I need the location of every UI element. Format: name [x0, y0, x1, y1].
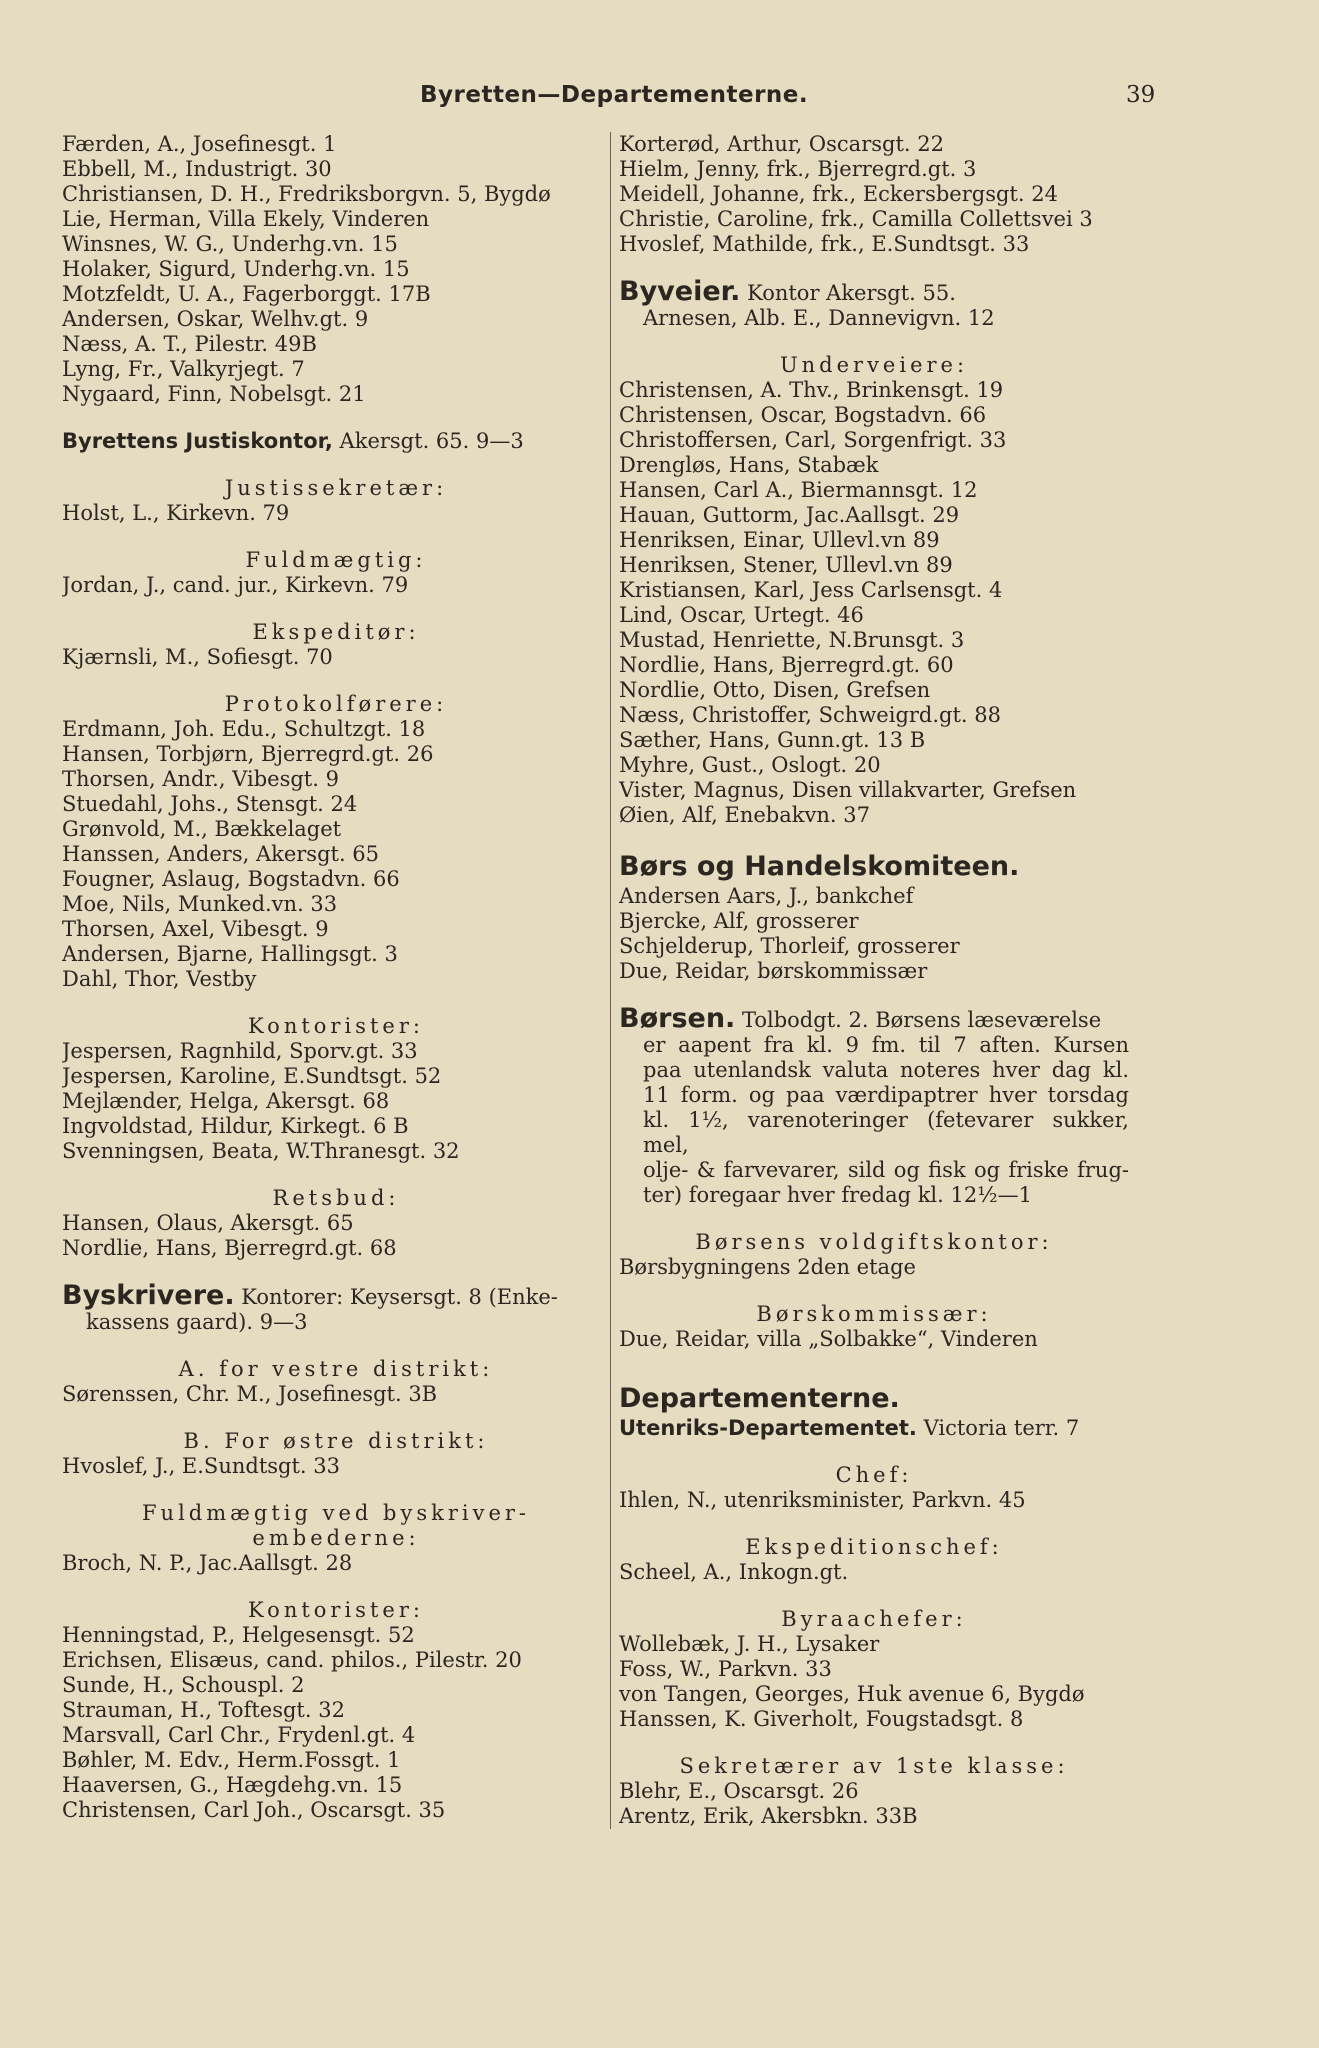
list-item: Sørenssen, Chr. M., Josefinesgt. 3B	[62, 1382, 438, 1406]
byraachefer-label: Byraachefer:	[781, 1607, 967, 1631]
list-item: Mustad, Henriette, N.Brunsgt. 3	[619, 628, 965, 652]
list-item: Ingvoldstad, Hildur, Kirkegt. 6 B	[62, 1114, 409, 1138]
list-item: Christoffersen, Carl, Sorgenfrigt. 33	[619, 428, 1007, 452]
list-item: Færden, A., Josefinesgt. 1	[62, 132, 337, 156]
list-item: Hansen, Torbjørn, Bjerregrd.gt. 26	[62, 742, 434, 766]
list-item: Schjelderup, Thorleif, grosserer	[619, 934, 960, 958]
list-item: er aapent fra kl. 9 fm. til 7 aften. Kursen	[643, 1033, 1129, 1057]
borskommissaer-list	[619, 1327, 1129, 1352]
list-item: ter) foregaar hver fredag kl. 12½—1	[643, 1183, 1032, 1207]
list-item: Hielm, Jenny, frk., Bjerregrd.gt. 3	[619, 157, 977, 181]
byveier-title: Byveier.	[619, 276, 741, 307]
list-item: Lyng, Fr., Valkyrjegt. 7	[62, 357, 305, 381]
list-item: Bøhler, M. Edv., Herm.Fossgt. 1	[62, 1748, 401, 1772]
list-item: Hauan, Guttorm, Jac.Aallsgt. 29	[619, 503, 960, 527]
utenriks-heading	[619, 1416, 1129, 1441]
list-item: Ebbell, M., Industrigt. 30	[62, 157, 332, 181]
list-item: Hansen, Olaus, Akersgt. 65	[62, 1211, 354, 1235]
list-item: Nordlie, Otto, Disen, Grefsen	[619, 678, 931, 702]
byskrivere-heading	[62, 1280, 610, 1311]
retsbud-label: Retsbud:	[272, 1186, 400, 1210]
fuldm-byskriver-label-cont: embederne:	[252, 1526, 420, 1550]
right-column	[610, 132, 1129, 1829]
ekspeditor-label: Ekspeditør:	[252, 620, 420, 644]
continuation-list	[619, 132, 1129, 257]
byraachefer-list	[619, 1632, 1129, 1732]
ekspeditionschef-label: Ekspeditionschef:	[745, 1535, 1003, 1559]
list-item: Korterød, Arthur, Oscarsgt. 22	[619, 132, 944, 156]
list-item: Stuedahl, Johs., Stensgt. 24	[62, 792, 358, 816]
list-item: Nordlie, Hans, Bjerregrd.gt. 60	[619, 653, 954, 677]
voldgift-label: Børsens voldgiftskontor:	[695, 1230, 1053, 1254]
kontorister-label: Kontorister:	[248, 1014, 424, 1038]
running-title: Byretten—Departementerne.	[420, 82, 809, 108]
borsen-heading	[619, 1003, 1129, 1034]
list-item: Andersen Aars, J., bankchef	[619, 884, 914, 908]
departementerne-heading: Departementerne.	[619, 1383, 900, 1414]
list-item: Drengløs, Hans, Stabæk	[619, 453, 879, 477]
list-item: Myhre, Gust., Oslogt. 20	[619, 753, 881, 777]
list-item: Christiansen, D. H., Fredriksborgvn. 5, Bygdø	[62, 182, 551, 206]
borsen-title: Børsen.	[619, 1003, 736, 1034]
fuldm-byskriver-list	[62, 1551, 610, 1576]
underveiere-label: Underveiere:	[779, 353, 969, 377]
byveier-address: Kontor Akersgt. 55.	[740, 281, 956, 305]
running-head	[0, 82, 1319, 116]
list-item: Christensen, Oscar, Bogstadvn. 66	[619, 403, 987, 427]
list-item: Sunde, H., Schouspl. 2	[62, 1673, 305, 1697]
list-item: Erdmann, Joh. Edu., Schultzgt. 18	[62, 717, 426, 741]
list-item: Dahl, Thor, Vestby	[62, 967, 257, 991]
kontorister2-label: Kontorister:	[248, 1598, 424, 1622]
ekspeditor-list	[62, 645, 610, 670]
list-item: Holaker, Sigurd, Underhg.vn. 15	[62, 257, 410, 281]
byveier-entry: Arnesen, Alb. E., Dannevigvn. 12	[643, 306, 995, 330]
list-item: Næss, Christoffer, Schweigrd.gt. 88	[619, 703, 1001, 727]
chef-label: Chef:	[835, 1463, 913, 1487]
justiskontor-heading	[62, 429, 610, 454]
list-item: Næss, A. T., Pilestr. 49B	[62, 332, 317, 356]
list-item: Hanssen, Anders, Akersgt. 65	[62, 842, 380, 866]
byskrivere-title: Byskrivere.	[62, 1280, 235, 1311]
list-item: Scheel, A., Inkogn.gt.	[619, 1560, 849, 1584]
list-item: kl. 1½, varenoteringer (fetevarer sukker, mel,	[643, 1108, 1129, 1157]
list-item: Broch, N. P., Jac.Aallsgt. 28	[62, 1551, 353, 1575]
byskrivere-address: Kontorer: Keysersgt. 8 (Enke-	[234, 1285, 558, 1309]
list-item: Henningstad, P., Helgesensgt. 52	[62, 1623, 415, 1647]
list-item: Kristiansen, Karl, Jess Carlsensgt. 4	[619, 578, 1003, 602]
list-item: Thorsen, Axel, Vibesgt. 9	[62, 917, 329, 941]
kontorister-list	[62, 1039, 610, 1164]
fuldmaegtig-label: Fuldmægtig:	[245, 548, 427, 572]
list-item: Vister, Magnus, Disen villakvarter, Grefsen	[619, 778, 1077, 802]
borsen-first-line: Tolbodgt. 2. Børsens læseværelse	[735, 1008, 1102, 1032]
list-item: Hansen, Carl A., Biermannsgt. 12	[619, 478, 978, 502]
list-item: Nygaard, Finn, Nobelsgt. 21	[62, 382, 366, 406]
list-item: Kjærnsli, M., Sofiesgt. 70	[62, 645, 333, 669]
list-item: Børsbygningens 2den etage	[619, 1255, 916, 1279]
list-item: Sæther, Hans, Gunn.gt. 13 B	[619, 728, 926, 752]
bors-heading: Børs og Handelskomiteen.	[619, 851, 1020, 882]
list-item: Blehr, E., Oscarsgt. 26	[619, 1779, 859, 1803]
list-item: Øien, Alf, Enebakvn. 37	[619, 803, 870, 827]
utenriks-address: Victoria terr. 7	[916, 1416, 1080, 1440]
list-item: Due, Reidar, villa „Solbakke“, Vinderen	[619, 1327, 1038, 1351]
list-item: Foss, W., Parkvn. 33	[619, 1657, 832, 1681]
list-item: Haaversen, G., Hægdehg.vn. 15	[62, 1773, 403, 1797]
list-item: Andersen, Bjarne, Hallingsgt. 3	[62, 942, 398, 966]
kontorister2-list	[62, 1623, 610, 1823]
list-item: von Tangen, Georges, Huk avenue 6, Bygdø	[619, 1682, 1085, 1706]
sekretaerer-label: Sekretærer av 1ste klasse:	[679, 1754, 1069, 1778]
justiskontor-title: Byrettens Justiskontor,	[62, 429, 333, 453]
borskommissaer-label: Børskommissær:	[756, 1302, 992, 1326]
list-item: Wollebæk, J. H., Lysaker	[619, 1632, 880, 1656]
list-item: Ihlen, N., utenriksminister, Parkvn. 45	[619, 1488, 1026, 1512]
list-item: Bjercke, Alf, grosserer	[619, 909, 859, 933]
page-number: 39	[1126, 82, 1156, 108]
list-item: Christensen, Carl Joh., Oscarsgt. 35	[62, 1798, 446, 1822]
fuldm-byskriver-label: Fuldmægtig ved byskriver-	[141, 1501, 531, 1525]
list-item: Due, Reidar, børskommissær	[619, 959, 928, 983]
retsbud-list	[62, 1211, 610, 1261]
list-item: Lind, Oscar, Urtegt. 46	[619, 603, 864, 627]
list-item: Hvoslef, J., E.Sundtsgt. 33	[62, 1454, 340, 1478]
ostre-list	[62, 1454, 610, 1479]
list-item: Grønvold, M., Bækkelaget	[62, 817, 342, 841]
list-item: Erichsen, Elisæus, cand. philos., Pilestr. 20	[62, 1648, 522, 1672]
list-item: Arentz, Erik, Akersbkn. 33B	[619, 1804, 918, 1828]
fuldmaegtig-list	[62, 573, 610, 598]
protokolforere-label: Protokolførere:	[224, 692, 448, 716]
list-item: Nordlie, Hans, Bjerregrd.gt. 68	[62, 1236, 397, 1260]
byveier-heading	[619, 276, 1129, 307]
list-item: Strauman, H., Toftesgt. 32	[62, 1698, 345, 1722]
left-column	[62, 132, 610, 1823]
justissekretaer-list	[62, 501, 610, 526]
list-item: Andersen, Oskar, Welhv.gt. 9	[62, 307, 369, 331]
list-item: Hanssen, K. Giverholt, Fougstadsgt. 8	[619, 1707, 1024, 1731]
borsen-paragraph	[619, 1033, 1129, 1208]
byskrivere-address-cont: kassens gaard). 9—3	[86, 1310, 308, 1334]
justiskontor-address: Akersgt. 65. 9—3	[332, 429, 524, 453]
list-item: Christensen, A. Thv., Brinkensgt. 19	[619, 378, 1004, 402]
list-item: Henriksen, Einar, Ullevl.vn 89	[619, 528, 940, 552]
list-item: olje- & farvevarer, sild og fisk og friske frug-	[643, 1158, 1129, 1182]
list-item: Meidell, Johanne, frk., Eckersbergsgt. 24	[619, 182, 1058, 206]
list-item: Henriksen, Stener, Ullevl.vn 89	[619, 553, 953, 577]
ostre-label: B. For østre distrikt:	[183, 1429, 489, 1453]
vestre-label: A. for vestre distrikt:	[178, 1357, 494, 1381]
byretten-list	[62, 132, 610, 407]
list-item: Moe, Nils, Munked.vn. 33	[62, 892, 338, 916]
list-item: Jordan, J., cand. jur., Kirkevn. 79	[62, 573, 409, 597]
list-item: Fougner, Aslaug, Bogstadvn. 66	[62, 867, 400, 891]
list-item: Jespersen, Karoline, E.Sundtsgt. 52	[62, 1064, 442, 1088]
utenriks-title: Utenriks-Departementet.	[619, 1416, 917, 1440]
list-item: Christie, Caroline, frk., Camilla Collettsvei 3	[619, 207, 1093, 231]
justissekretaer-label: Justissekretær:	[224, 476, 448, 500]
sekretaerer-list	[619, 1779, 1129, 1829]
ekspeditionschef-list	[619, 1560, 1129, 1585]
list-item: Marsvall, Carl Chr., Frydenl.gt. 4	[62, 1723, 416, 1747]
list-item: Mejlænder, Helga, Akersgt. 68	[62, 1089, 390, 1113]
list-item: Svenningsen, Beata, W.Thranesgt. 32	[62, 1139, 460, 1163]
list-item: Holst, L., Kirkevn. 79	[62, 501, 290, 525]
bors-list	[619, 884, 1129, 984]
list-item: Lie, Herman, Villa Ekely, Vinderen	[62, 207, 430, 231]
protokolforere-list	[62, 717, 610, 992]
list-item: Thorsen, Andr., Vibesgt. 9	[62, 767, 339, 791]
voldgift-list	[619, 1255, 1129, 1280]
list-item: paa utenlandsk valuta noteres hver dag kl.	[643, 1058, 1129, 1082]
chef-list	[619, 1488, 1129, 1513]
list-item: Winsnes, W. G., Underhg.vn. 15	[62, 232, 398, 256]
vestre-list	[62, 1382, 610, 1407]
list-item: Jespersen, Ragnhild, Sporv.gt. 33	[62, 1039, 418, 1063]
list-item: 11 form. og paa værdipaptrer hver torsdag	[643, 1083, 1129, 1107]
underveiere-list	[619, 378, 1129, 828]
list-item: Hvoslef, Mathilde, frk., E.Sundtsgt. 33	[619, 232, 1030, 256]
list-item: Motzfeldt, U. A., Fagerborggt. 17B	[62, 282, 431, 306]
